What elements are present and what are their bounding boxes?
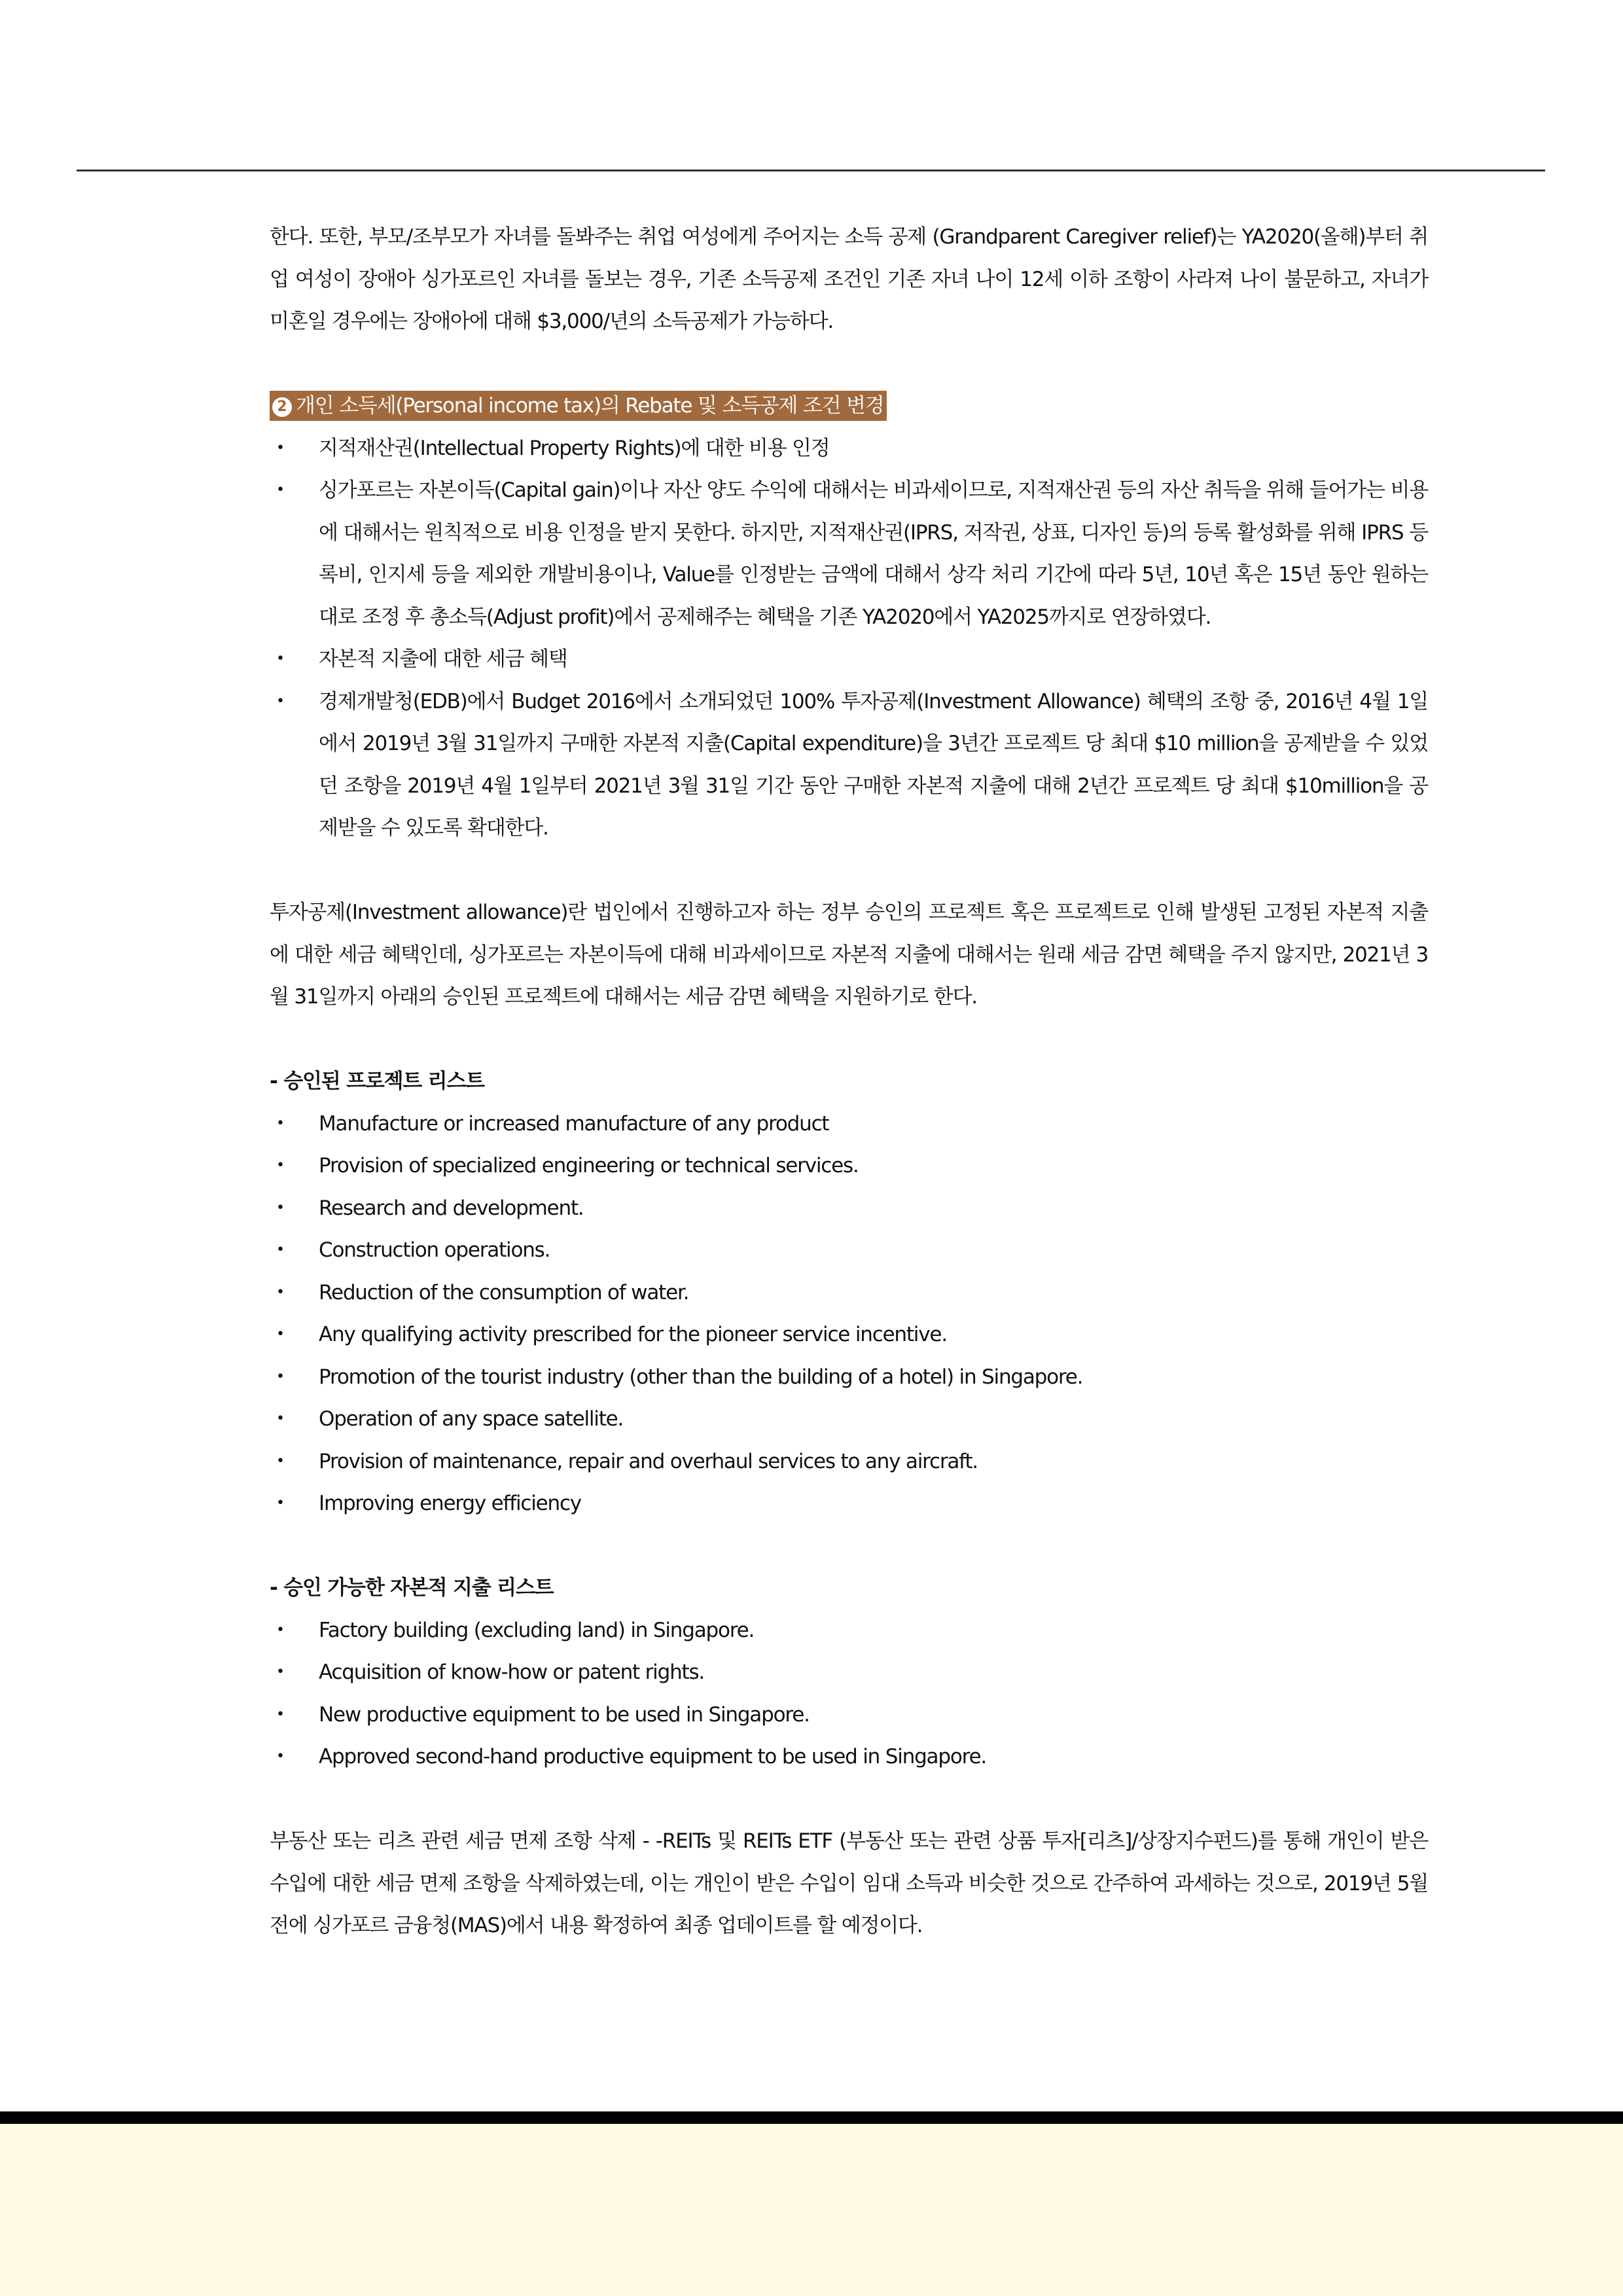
bullet-icon: • bbox=[276, 482, 284, 498]
bullet-icon: • bbox=[276, 1242, 284, 1258]
bullet-icon: • bbox=[276, 1368, 284, 1385]
list-item: • Improving energy efficiency bbox=[270, 1482, 1428, 1525]
section-2-title: 개인 소득세(Personal income tax)의 Rebate 및 소득공제 조건 변경 bbox=[296, 394, 884, 418]
spacer bbox=[270, 850, 1428, 892]
list-item: • Promotion of the tourist industry (other than the building of a hotel) in Singapore. bbox=[270, 1356, 1428, 1399]
bullet-icon: • bbox=[276, 1157, 284, 1174]
bullet-icon: • bbox=[276, 1664, 284, 1680]
list-item: • 지적재산권(Intellectual Property Rights)에 대한 비용 인정 bbox=[270, 427, 1428, 470]
list-item: • 자본적 지출에 대한 세금 혜택 bbox=[270, 638, 1428, 681]
spacer bbox=[270, 1525, 1428, 1568]
footer-bar bbox=[0, 2111, 1623, 2124]
section-2-bullet-list bbox=[270, 427, 1428, 850]
bullet-icon: • bbox=[276, 439, 284, 456]
intro-paragraph: 한다. 또한, 부모/조부모가 자녀를 돌봐주는 취업 여성에게 주어지는 소득 공제 (Grandparent Caregiver relief)는 YA2020(올해)부터 취업 여성이 장애아 싱가포르인 자녀를 돌보는 경우, 기존 소득공제 조건인 기존 자녀 나이 12세 이하 조항이 사라져 나이 불문하고, 자녀가 미혼일 경우에는 장애아에 대해 $3,000/년의 소득공제가 가능하다. bbox=[270, 225, 1428, 333]
bullet-icon: • bbox=[276, 1326, 284, 1342]
investment-allowance-paragraph: 투자공제(Investment allowance)란 법인에서 진행하고자 하는 정부 승인의 프로젝트 혹은 프로젝트로 인해 발생된 고정된 자본적 지출에 대한 세금 혜택인데, 싱가포르는 자본이득에 대해 비과세이므로 자본적 지출에 대해서는 원래 세금 감면 혜택을 주지 않지만, 2021년 3월 31일까지 아래의 승인된 프로젝트에 대해서는 세금 감면 혜택을 지원하기로 한다. bbox=[270, 901, 1428, 1009]
bullet-icon: • bbox=[276, 692, 284, 709]
bullet-icon: • bbox=[276, 1748, 284, 1765]
list-item: • Provision of specialized engineering or technical services. bbox=[270, 1145, 1428, 1187]
list-item: • Approved second-hand productive equipment to be used in Singapore. bbox=[270, 1736, 1428, 1778]
header-rule bbox=[77, 170, 1545, 171]
approved-capex-list bbox=[270, 1609, 1428, 1778]
list-item: • Factory building (excluding land) in Singapore. bbox=[270, 1609, 1428, 1652]
spacer bbox=[270, 343, 1428, 386]
section-2-heading bbox=[270, 391, 887, 421]
spacer bbox=[270, 1778, 1428, 1821]
approved-projects-list bbox=[270, 1103, 1428, 1525]
list-item: • Research and development. bbox=[270, 1187, 1428, 1230]
list-item: • Operation of any space satellite. bbox=[270, 1398, 1428, 1441]
list-item: • Manufacture or increased manufacture of any product bbox=[270, 1103, 1428, 1145]
list-item: • Construction operations. bbox=[270, 1229, 1428, 1272]
bullet-icon: • bbox=[276, 1452, 284, 1469]
approved-capex-heading: - 승인 가능한 자본적 지출 리스트 bbox=[270, 1576, 554, 1600]
list-item: • New productive equipment to be used in Singapore. bbox=[270, 1694, 1428, 1736]
document-body bbox=[270, 216, 1428, 1947]
list-item: • Any qualifying activity prescribed for the pioneer service incentive. bbox=[270, 1314, 1428, 1356]
spacer bbox=[270, 1018, 1428, 1061]
bullet-icon: • bbox=[276, 1621, 284, 1638]
footer-band bbox=[0, 2124, 1623, 2296]
bullet-icon: • bbox=[276, 651, 284, 667]
list-item: • 싱가포르는 자본이득(Capital gain)이나 자산 양도 수익에 대해서는 비과세이므로, 지적재산권 등의 자산 취득을 위해 들어가는 비용에 대해서는 원칙적으로 비용 인정을 받지 못한다. 하지만, 지적재산권(IPRS, 저작권, 상표, 디자인 등)의 등록 활성화를 위해 IPRS 등록비, 인지세 등을 제외한 개발비용이나, Value를 인정받는 금액에 대해서 상각 처리 기간에 따라 5년, 10년 혹은 15년 동안 원하는 대로 조정 후 총소득(Adjust profit)에서 공제해주는 혜택을 기존 YA2020에서 YA2025까지로 연장하였다. bbox=[270, 469, 1428, 638]
bullet-icon: • bbox=[276, 1199, 284, 1216]
bullet-icon: • bbox=[276, 1283, 284, 1300]
bullet-icon: • bbox=[276, 1115, 284, 1132]
bullet-icon: • bbox=[276, 1706, 284, 1723]
circled-digit-two-icon: 2 bbox=[272, 397, 292, 417]
bullet-icon: • bbox=[276, 1495, 284, 1511]
list-item: • Acquisition of know-how or patent rights. bbox=[270, 1651, 1428, 1694]
reits-paragraph: 부동산 또는 리츠 관련 세금 면제 조항 삭제 - -REITs 및 REITs ETF (부동산 또는 관련 상품 투자[리츠]/상장지수펀드)를 통해 개인이 받은 수입에 대한 세금 면제 조항을 삭제하였는데, 이는 개인이 받은 수입이 임대 소득과 비슷한 것으로 간주하여 과세하는 것으로, 2019년 5월 전에 싱가포르 금융청(MAS)에서 내용 확정하여 최종 업데이트를 할 예정이다. bbox=[270, 1829, 1428, 1937]
list-item: • Reduction of the consumption of water. bbox=[270, 1272, 1428, 1314]
approved-projects-heading: - 승인된 프로젝트 리스트 bbox=[270, 1069, 484, 1093]
list-item: • Provision of maintenance, repair and overhaul services to any aircraft. bbox=[270, 1441, 1428, 1483]
section-2-heading-row bbox=[270, 385, 1428, 427]
list-item: • 경제개발청(EDB)에서 Budget 2016에서 소개되었던 100% 투자공제(Investment Allowance) 혜택의 조항 중, 2016년 4월 1일에서 2019년 3월 31일까지 구매한 자본적 지출(Capital expenditure)을 3년간 프로젝트 당 최대 $10 million을 공제받을 수 있었던 조항을 2019년 4월 1일부터 2021년 3월 31일 기간 동안 구매한 자본적 지출에 대해 2년간 프로젝트 당 최대 $10million을 공제받을 수 있도록 확대한다. bbox=[270, 681, 1428, 850]
bullet-icon: • bbox=[276, 1410, 284, 1427]
